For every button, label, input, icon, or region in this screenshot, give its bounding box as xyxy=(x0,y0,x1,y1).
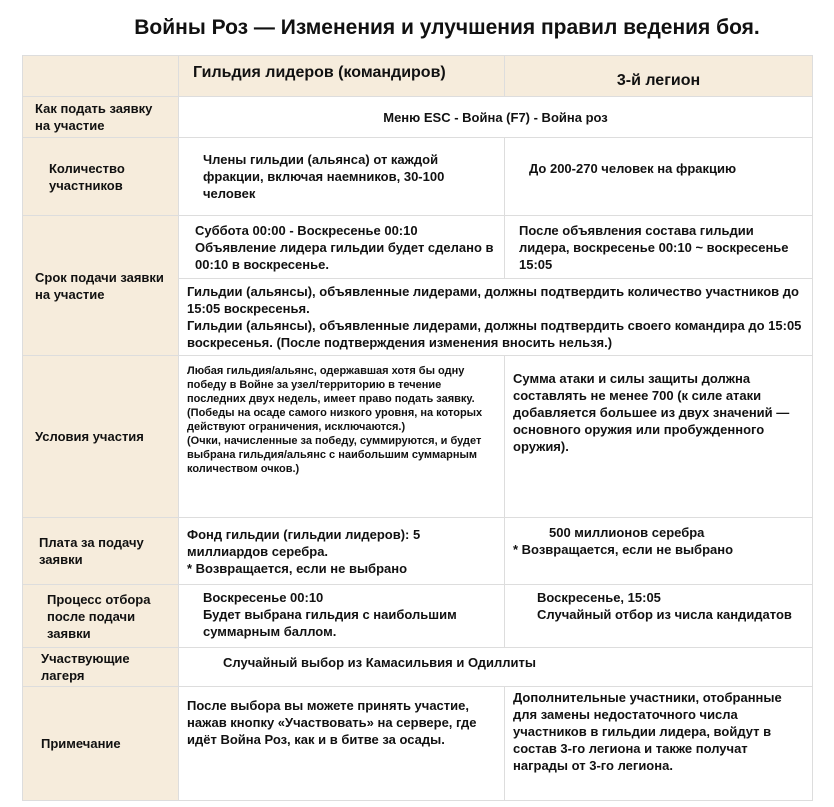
cell: После выбора вы можете принять участие, нажав кнопку «Участвовать» на сервере, где идёт Война Роз, как и в битве за осады. xyxy=(179,687,505,801)
cell: До 200-270 человек на фракцию xyxy=(505,138,813,216)
table-row xyxy=(23,138,813,216)
cell: Суббота 00:00 - Воскресенье 00:10 xyxy=(195,222,418,238)
cell: Сумма атаки и силы защиты должна составлять не менее 700 (к силе атаки добавляется большее из двух значений — основного оружия или пробужденного оружия). xyxy=(505,356,813,518)
row-label: Как подать заявку на участие xyxy=(23,97,179,138)
cell: Случайный отбор из числа кандидатов xyxy=(537,607,792,622)
table-row xyxy=(23,97,813,138)
column-header-guild: Гильдия лидеров (командиров) xyxy=(179,56,505,97)
cell: Члены гильдии (альянса) от каждой фракции, включая наемников, 30-100 человек xyxy=(179,138,505,216)
cell: Дополнительные участники, отобранные для замены недостаточного числа участников в гильдии лидера, войдут в состав 3-го легиона и также получат награды от 3-го легиона. xyxy=(505,687,813,801)
row-label: Количество участников xyxy=(23,138,179,216)
column-header-legion: 3-й легион xyxy=(505,56,813,97)
rules-table xyxy=(22,55,813,801)
table-row xyxy=(23,687,813,801)
cell: Случайный выбор из Камасильвия и Одиллиты xyxy=(179,648,813,687)
row-label: Участвующие лагеря xyxy=(23,648,179,687)
cell: (Очки, начисленные за победу, суммируются, и будет выбрана гильдия/альянс с наибольшим суммарным количеством очков.) xyxy=(187,435,482,475)
row-label: Срок подачи заявки на участие xyxy=(23,216,179,356)
row-label: Плата за подачу заявки xyxy=(23,518,179,585)
cell: Будет выбрана гильдия с наибольшим суммарным баллом. xyxy=(203,607,457,639)
table-row xyxy=(23,585,813,648)
cell: Объявление лидера гильдии будет сделано в 00:10 в воскресенье. xyxy=(195,239,494,272)
table-row xyxy=(23,356,813,518)
table-row xyxy=(23,648,813,687)
page-title: Войны Роз — Изменения и улучшения правил ведения боя. xyxy=(134,16,760,39)
row-label: Примечание xyxy=(23,687,179,801)
cell: Любая гильдия/альянс, одержавшая хотя бы одну победу в Войне за узел/территорию в течение последних двух недель, имеет право подать заявку. xyxy=(187,365,475,405)
header-row xyxy=(23,56,813,97)
row-label: Процесс отбора после подачи заявки xyxy=(23,585,179,648)
cell: (Победы на осаде самого низкого уровня, на которых действуют ограничения, исключаются.) xyxy=(187,407,483,433)
cell: 500 миллионов серебра xyxy=(549,525,705,540)
cell: Гильдии (альянсы), объявленные лидерами, должны подтвердить своего командира до 15:05 воскресенья. (После подтверждения изменения вносить нельзя.) xyxy=(187,318,802,350)
cell: Меню ESC - Война (F7) - Война роз xyxy=(179,97,813,138)
row-label: Условия участия xyxy=(23,356,179,518)
cell: * Возвращается, если не выбрано xyxy=(187,560,408,576)
table-row xyxy=(23,518,813,585)
cell: Гильдии (альянсы), объявленные лидерами, должны подтвердить количество участников до 15:05 воскресенья. xyxy=(187,284,799,316)
cell: Воскресенье 00:10 xyxy=(203,590,324,605)
table-row xyxy=(23,216,813,279)
cell: * Возвращается, если не выбрано xyxy=(513,542,734,557)
cell: После объявления состава гильдии лидера, воскресенье 00:10 ~ воскресенье 15:05 xyxy=(505,216,813,279)
cell: Воскресенье, 15:05 xyxy=(537,590,661,605)
cell: Фонд гильдии (гильдии лидеров): 5 миллиардов серебра. xyxy=(187,526,421,559)
